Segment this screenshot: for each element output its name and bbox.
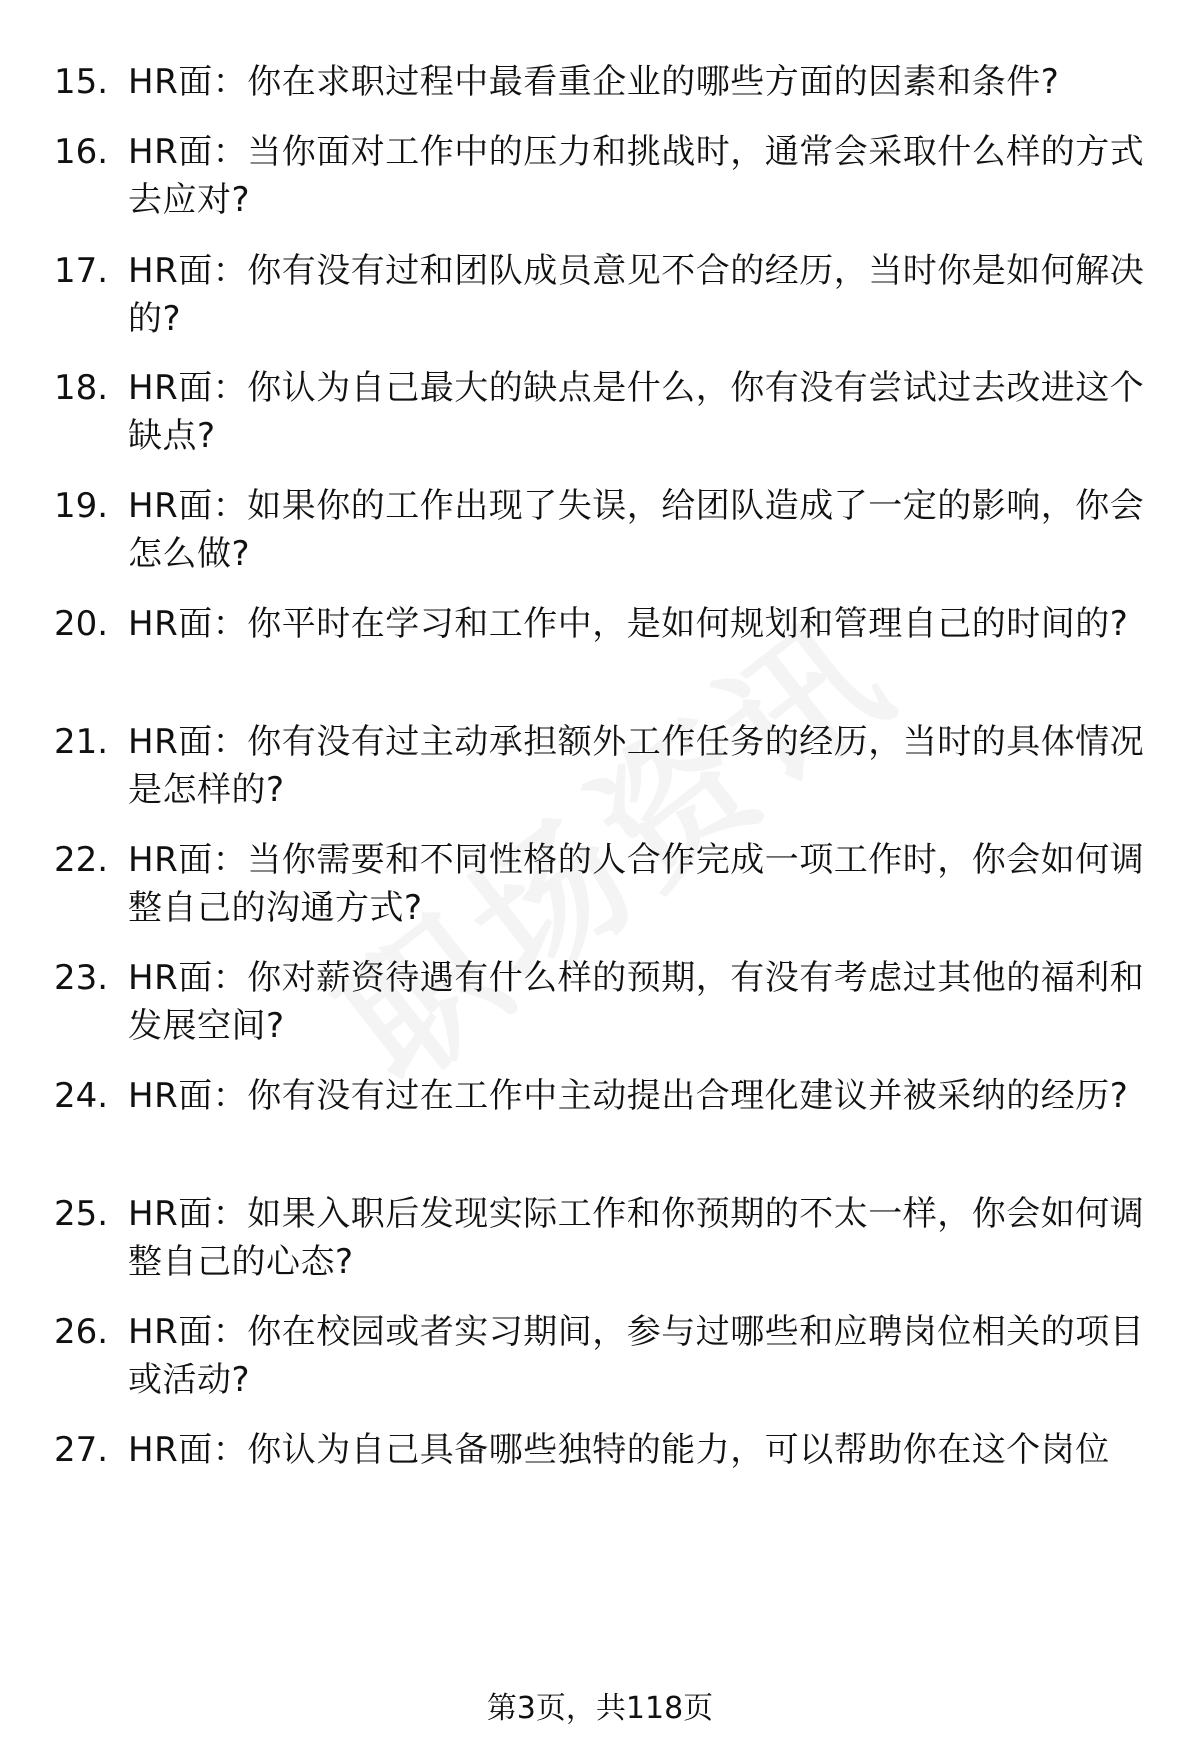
- question-text: HR面：如果入职后发现实际工作和你预期的不太一样，你会如何调整自己的心态?: [128, 1194, 1145, 1282]
- question-text: HR面：你认为自己具备哪些独特的能力，可以帮助你在这个岗位: [128, 1430, 1110, 1470]
- question-text: HR面：你有没有过主动承担额外工作任务的经历，当时的具体情况是怎样的?: [128, 722, 1145, 810]
- question-text: HR面：你有没有过在工作中主动提出合理化建议并被采纳的经历?: [128, 1076, 1129, 1116]
- question-number: 22.: [54, 840, 109, 880]
- question-number: 18.: [54, 368, 109, 408]
- question-number: 19.: [54, 486, 109, 526]
- question-text: HR面：你在求职过程中最看重企业的哪些方面的因素和条件?: [128, 62, 1060, 102]
- question-number: 17.: [54, 251, 109, 291]
- question-number: 24.: [54, 1076, 109, 1116]
- question-text: HR面：你有没有过和团队成员意见不合的经历，当时你是如何解决的?: [128, 251, 1145, 339]
- question-text: HR面：如果你的工作出现了失误，给团队造成了一定的影响，你会怎么做?: [128, 486, 1145, 574]
- question-text: HR面：你平时在学习和工作中，是如何规划和管理自己的时间的?: [128, 604, 1129, 644]
- question-text: HR面：当你需要和不同性格的人合作完成一项工作时，你会如何调整自己的沟通方式?: [128, 840, 1145, 928]
- question-number: 25.: [54, 1194, 109, 1234]
- question-text: HR面：你认为自己最大的缺点是什么，你有没有尝试过去改进这个缺点?: [128, 368, 1145, 456]
- question-text: HR面：你在校园或者实习期间，参与过哪些和应聘岗位相关的项目或活动?: [128, 1312, 1145, 1400]
- question-number: 21.: [54, 722, 109, 762]
- question-text: HR面：当你面对工作中的压力和挑战时，通常会采取什么样的方式去应对?: [128, 132, 1145, 220]
- question-text: HR面：你对薪资待遇有什么样的预期，有没有考虑过其他的福利和发展空间?: [128, 958, 1145, 1046]
- question-number: 15.: [54, 62, 109, 102]
- question-number: 27.: [54, 1430, 109, 1470]
- page-footer: 第3页，共118页: [486, 1691, 714, 1726]
- question-number: 16.: [54, 132, 109, 172]
- question-number: 20.: [54, 604, 109, 644]
- question-number: 26.: [54, 1312, 109, 1352]
- question-number: 23.: [54, 958, 109, 998]
